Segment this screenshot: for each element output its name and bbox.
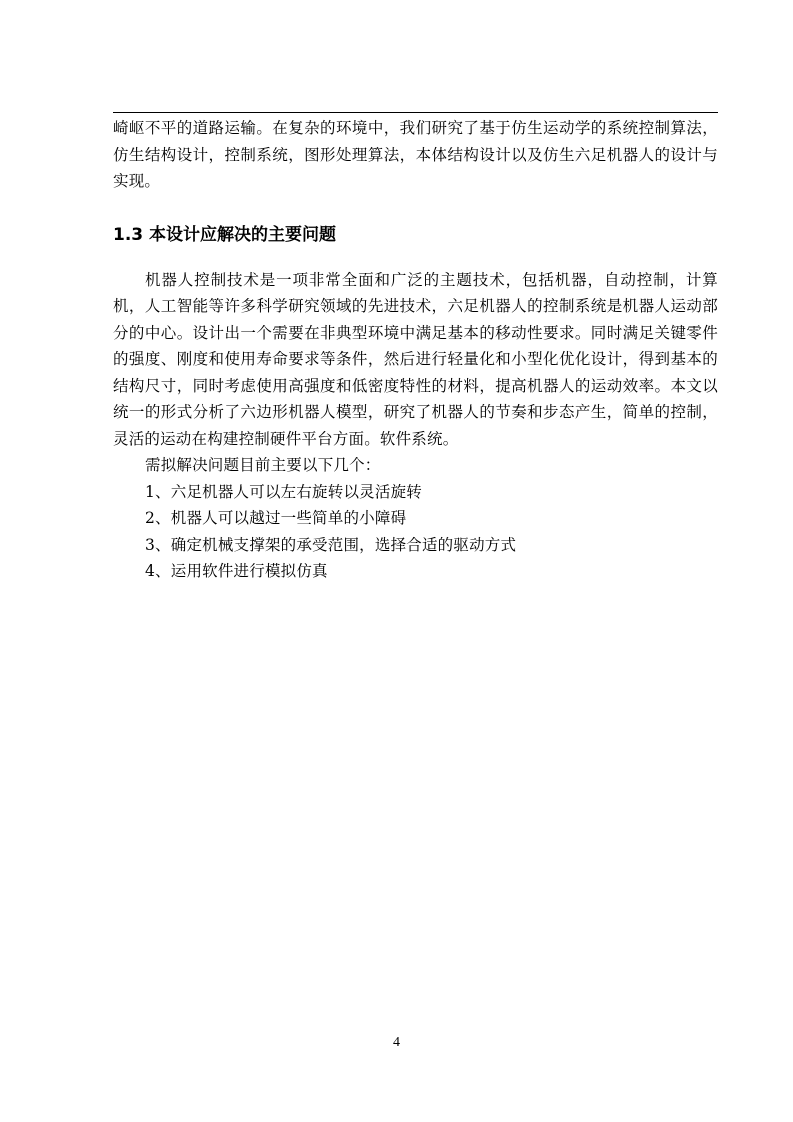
list-intro: 需拟解决问题目前主要以下几个： [145, 456, 381, 474]
list-item: 1、六足机器人可以左右旋转以灵活旋转 [145, 482, 422, 501]
continuation-paragraph: 崎岖不平的道路运输。在复杂的环境中，我们研究了基于仿生运动学的系统控制算法，仿生结构设计，控制系统，图形处理算法，本体结构设计以及仿生六足机器人的设计与实现。 [113, 119, 718, 190]
list-item: 2、机器人可以越过一些简单的小障碍 [145, 509, 407, 527]
list-item: 4、运用软件进行模拟仿真 [145, 562, 328, 580]
page-number: 4 [393, 1035, 400, 1050]
problem-list [113, 479, 718, 585]
body-paragraph: 机器人控制技术是一项非常全面和广泛的主题技术，包括机器，自动控制，计算机，人工智能等许多科学研究领域的先进技术，六足机器人的控制系统是机器人运动部分的中心。设计出一个需要在非典型环境中满足基本的移动性要求。同时满足关键零件的强度、刚度和使用寿命要求等条件，然后进行轻量化和小型化优化设计，得到基本的结构尺寸，同时考虑使用高强度和低密度特性的材料，提高机器人的运动效率。本文以统一的形式分析了六边形机器人模型，研究了机器人的节奏和步态产生，简单的控制，灵活的运动在构建控制硬件平台方面。软件系统。 [113, 270, 718, 448]
list-item: 3、确定机械支撑架的承受范围，选择合适的驱动方式 [145, 535, 517, 554]
page-body [113, 113, 718, 585]
section-heading: 1.3 本设计应解决的主要问题 [113, 224, 337, 245]
